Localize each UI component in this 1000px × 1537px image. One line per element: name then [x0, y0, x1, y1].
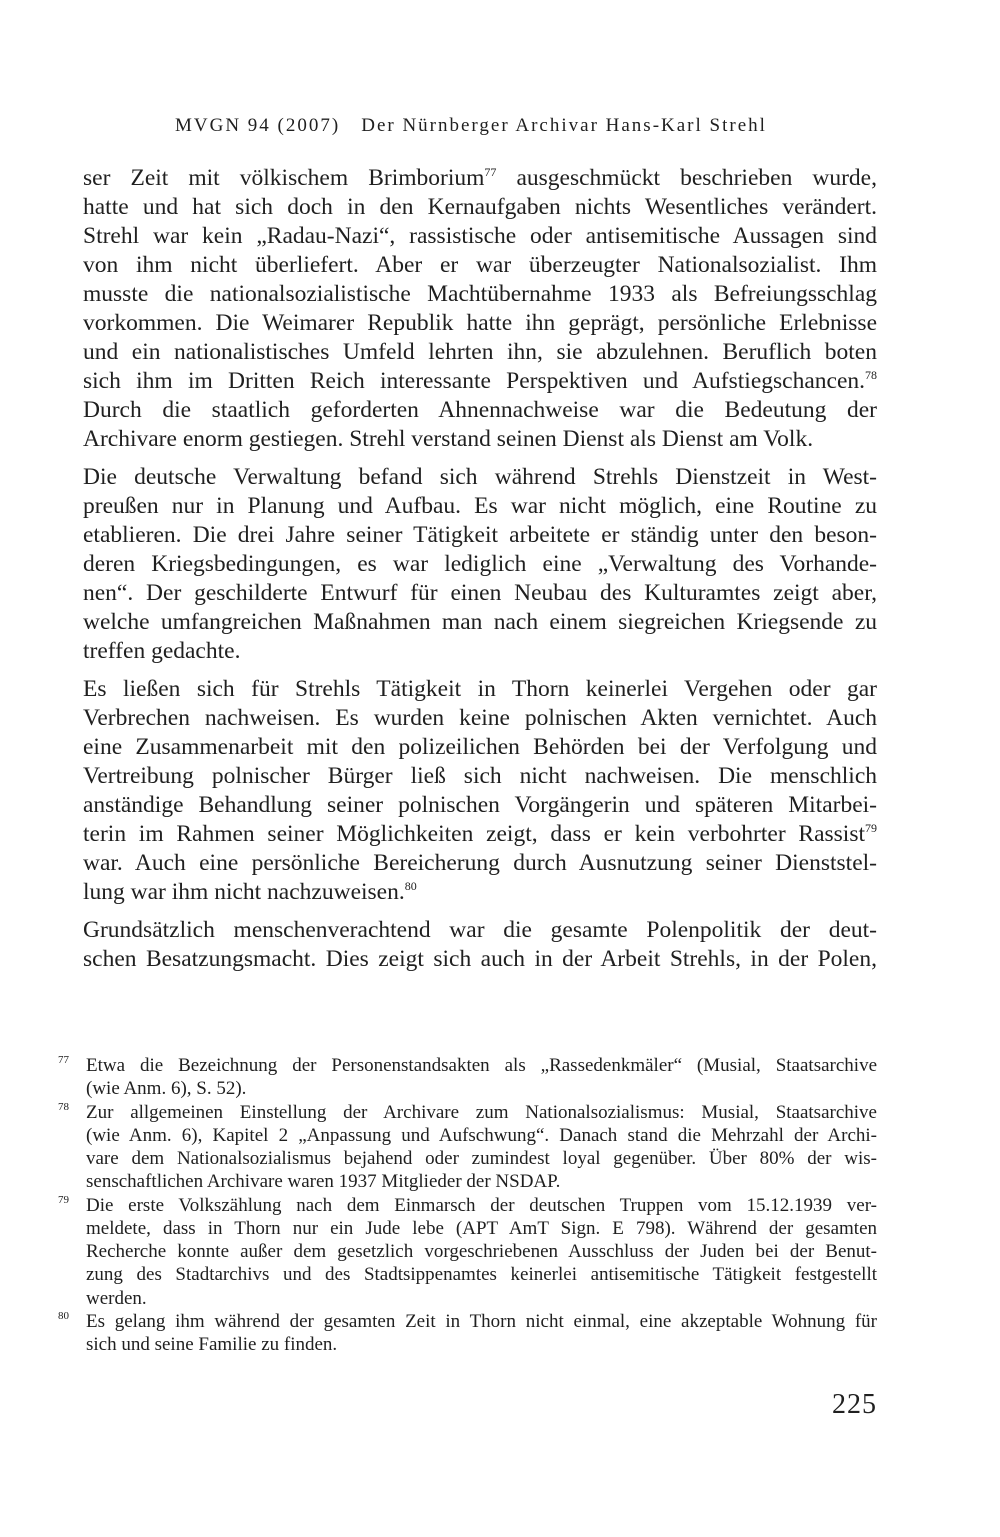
footnote-line: (wie Anm. 6), Kapitel 2 „Anpassung und Aufschwung“. Danach stand die Mehrzahl der Archi-: [86, 1124, 877, 1146]
running-head-journal: MVGN 94 (2007): [175, 115, 341, 136]
footnote-reference: 80: [404, 879, 417, 893]
text-line: von ihm nicht überliefert. Aber er war überzeugter Nationalsozialist. Ihm: [83, 252, 877, 278]
text-line: musste die nationalsozialistische Machtübernahme 1933 als Befreiungsschlag: [83, 281, 877, 307]
text-line: Verbrechen nachweisen. Es wurden keine polnischen Akten vernichtet. Auch: [83, 705, 877, 731]
footnote-line: zung des Stadtarchivs und des Stadtsippenamtes keinerlei antisemitische Tätigkeit festgestellt: [86, 1264, 877, 1286]
footnote: [58, 1054, 877, 1101]
text-line: preußen nur in Planung und Aufbau. Es war nicht möglich, eine Routine zu: [83, 493, 877, 519]
text-line: Durch die staatlich geforderten Ahnennachweise war die Bedeutung der: [83, 397, 877, 423]
footnote-line: Die erste Volkszählung nach dem Einmarsch der deutschen Truppen vom 15.12.1939 ver-: [86, 1194, 877, 1216]
footnote-line: Etwa die Bezeichnung der Personenstandsakten als „Rassedenkmäler“ (Musial, Staatsarchive: [86, 1055, 877, 1076]
text-segment: ser Zeit mit völkischem Brimborium: [83, 165, 485, 191]
paragraph: [83, 463, 877, 666]
text-line: deren Kriegsbedingungen, es war lediglich eine „Verwaltung des Vorhande-: [83, 551, 877, 577]
footnote-number: 79: [58, 1193, 69, 1206]
footnotes: [58, 1054, 877, 1356]
text-line: [83, 164, 877, 193]
text-line: und ein nationalistisches Umfeld lehrten ihn, sie abzulehnen. Beruflich boten: [83, 339, 877, 365]
text-line: vorkommen. Die Weimarer Republik hatte ihn geprägt, persönliche Erlebnisse: [83, 310, 877, 336]
text-line: Strehl war kein „Radau-Nazi“, rassistische oder antisemitische Aussagen sind: [83, 223, 877, 249]
text-line: etablieren. Die drei Jahre seiner Tätigkeit arbeitete er ständig unter den beson-: [83, 522, 877, 548]
text-line: Die deutsche Verwaltung befand sich während Strehls Dienstzeit in West-: [83, 464, 877, 490]
footnote-line: vare dem Nationalsozialismus bejahend oder zumindest loyal gegenüber. Über 80% der wis-: [86, 1148, 877, 1169]
footnote: [58, 1309, 877, 1357]
footnote: [58, 1100, 877, 1194]
footnote-line: meldete, dass in Thorn nur ein Jude lebe (APT AmT Sign. E 798). Während der gesamten: [86, 1217, 877, 1239]
text-line: [83, 878, 877, 907]
footnote-number: 77: [58, 1054, 69, 1066]
text-segment: lung war ihm nicht nachzuweisen.: [83, 879, 405, 905]
footnote-number: 80: [58, 1309, 69, 1322]
text-line: eine Zusammenarbeit mit den polizeilichen Behörden bei der Verfolgung und: [83, 734, 877, 760]
footnote-line: senschaftlichen Archivare waren 1937 Mitglieder der NSDAP.: [86, 1171, 561, 1193]
text-line: [83, 820, 877, 849]
text-segment: sich ihm im Dritten Reich interessante Perspektiven und Aufstiegschancen.: [83, 368, 865, 394]
footnote-number: 78: [58, 1100, 69, 1113]
text-segment: terin im Rahmen seiner Möglichkeiten zeigt, dass er kein verbohrter Rassist: [83, 821, 865, 847]
text-line: Vertreibung polnischer Bürger ließ sich nicht nachweisen. Die menschlich: [83, 763, 877, 789]
footnote-line: werden.: [86, 1287, 147, 1309]
text-line: Archivare enorm gestiegen. Strehl verstand seinen Dienst als Dienst am Volk.: [83, 426, 814, 452]
footnote-line: (wie Anm. 6), S. 52).: [86, 1078, 247, 1100]
page-number: 225: [832, 1389, 877, 1420]
footnote-line: Recherche konnte außer dem gesetzlich vorgeschriebenen Ausschluss der Juden bei der Benut-: [86, 1241, 877, 1262]
text-line: anständige Behandlung seiner polnischen Vorgängerin und späteren Mitarbei-: [83, 792, 877, 818]
text-line: Grundsätzlich menschenverachtend war die gesamte Polenpolitik der deut-: [83, 917, 877, 943]
footnote-line: Zur allgemeinen Einstellung der Archivare zum Nationalsozialismus: Musial, Staatsarchive: [86, 1101, 877, 1123]
footnote: [58, 1193, 877, 1310]
text-line: nen“. Der geschilderte Entwurf für einen Neubau des Kulturamtes zeigt aber,: [83, 580, 877, 606]
text-line: welche umfangreichen Maßnahmen man nach einem siegreichen Kriegsende zu: [83, 609, 877, 635]
text-line: Es ließen sich für Strehls Tätigkeit in Thorn keinerlei Vergehen oder gar: [83, 676, 877, 702]
text-line: [83, 367, 877, 396]
text-line: treffen gedachte.: [83, 638, 241, 664]
footnote-line: Es gelang ihm während der gesamten Zeit in Thorn nicht einmal, eine akzeptable Wohnung für: [86, 1310, 877, 1332]
text-segment: ausgeschmückt beschrieben wurde,: [496, 165, 877, 191]
running-head: [175, 113, 767, 139]
text-line: schen Besatzungsmacht. Dies zeigt sich auch in der Arbeit Strehls, in der Polen,: [83, 946, 877, 972]
text-line: war. Auch eine persönliche Bereicherung durch Ausnutzung seiner Dienststel-: [83, 850, 877, 876]
paragraph: [83, 675, 877, 907]
paragraph: [83, 916, 877, 974]
running-head-title: Der Nürnberger Archivar Hans-Karl Strehl: [361, 115, 767, 136]
body-text: [83, 164, 877, 974]
footnote-line: sich und seine Familie zu finden.: [86, 1334, 338, 1355]
text-line: hatte und hat sich doch in den Kernaufgaben nichts Wesentliches verändert.: [83, 194, 877, 220]
footnote-reference: 78: [865, 368, 877, 382]
footnote-reference: 77: [484, 165, 497, 179]
paragraph: [83, 164, 877, 454]
footnote-reference: 79: [865, 821, 877, 835]
